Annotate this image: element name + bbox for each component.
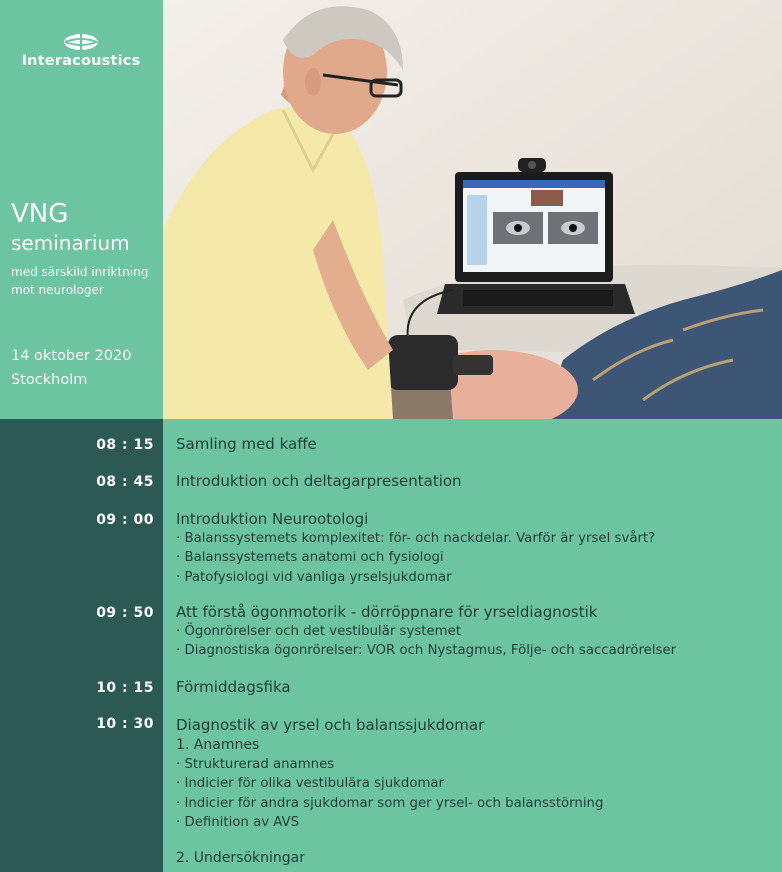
- page-title: VNG: [11, 199, 69, 229]
- schedule-time: 09 : 50: [96, 605, 154, 621]
- page-subtitle: seminarium: [11, 231, 130, 255]
- list-item: · Ögonrörelser och det vestibulär systemet: [176, 624, 461, 639]
- schedule-title: Förmiddagsfika: [176, 678, 291, 696]
- schedule-content: [176, 678, 766, 697]
- schedule-time: 10 : 30: [96, 716, 154, 732]
- tagline: med särskild inriktning mot neurologer: [11, 265, 149, 297]
- list-item: · Definition av AVS: [176, 814, 300, 830]
- list-item: · Diagnostiska ögonrörelser: VOR och Nystagmus, Följe- och saccadrörelser: [176, 643, 677, 659]
- brand-name: Interacoustics: [21, 53, 141, 69]
- schedule-content: [176, 435, 766, 454]
- section-heading: 2. Undersökningar: [176, 850, 306, 867]
- schedule-time: 09 : 00: [96, 512, 154, 528]
- hero-photo-illustration: [163, 0, 782, 419]
- schedule-content: [176, 603, 766, 661]
- schedule-title: Introduktion och deltagarpresentation: [176, 472, 462, 490]
- schedule-content: [176, 472, 766, 491]
- event-location: Stockholm: [11, 372, 88, 388]
- list-item: · Patofysiologi vid vanliga yrselsjukdomar: [176, 569, 452, 585]
- vng-goggles: [388, 335, 458, 390]
- hero-photo: [163, 0, 782, 419]
- schedule: [0, 419, 782, 872]
- schedule-content: [176, 716, 766, 868]
- schedule-title: Att förstå ögonmotorik - dörröppnare för yrseldiagnostik: [176, 603, 598, 621]
- schedule-content: [176, 510, 766, 587]
- schedule-title: Diagnostik av yrsel och balanssjukdomar: [176, 716, 485, 734]
- header-panel: [0, 0, 163, 419]
- list-item: · Indicier för andra sjukdomar som ger yrsel- och balansstörning: [176, 795, 604, 811]
- section-heading: 1. Anamnes: [176, 737, 260, 753]
- schedule-time: 10 : 15: [96, 680, 154, 696]
- list-item: · Strukturerad anamnes: [176, 757, 335, 772]
- list-item: · Balanssystemets komplexitet: för- och nackdelar. Varför är yrsel svårt?: [176, 531, 656, 546]
- schedule-time: 08 : 45: [96, 474, 154, 490]
- event-date: 14 oktober 2020: [11, 348, 132, 364]
- schedule-title: Introduktion Neurootologi: [176, 510, 369, 528]
- schedule-title: Samling med kaffe: [176, 435, 317, 453]
- list-item: · Indicier för olika vestibulära sjukdomar: [176, 776, 445, 792]
- brand-logo: [6, 33, 156, 69]
- schedule-time: 08 : 15: [96, 437, 154, 453]
- list-item: · Balanssystemets anatomi och fysiologi: [176, 550, 444, 566]
- brand-globe-icon: [63, 33, 99, 51]
